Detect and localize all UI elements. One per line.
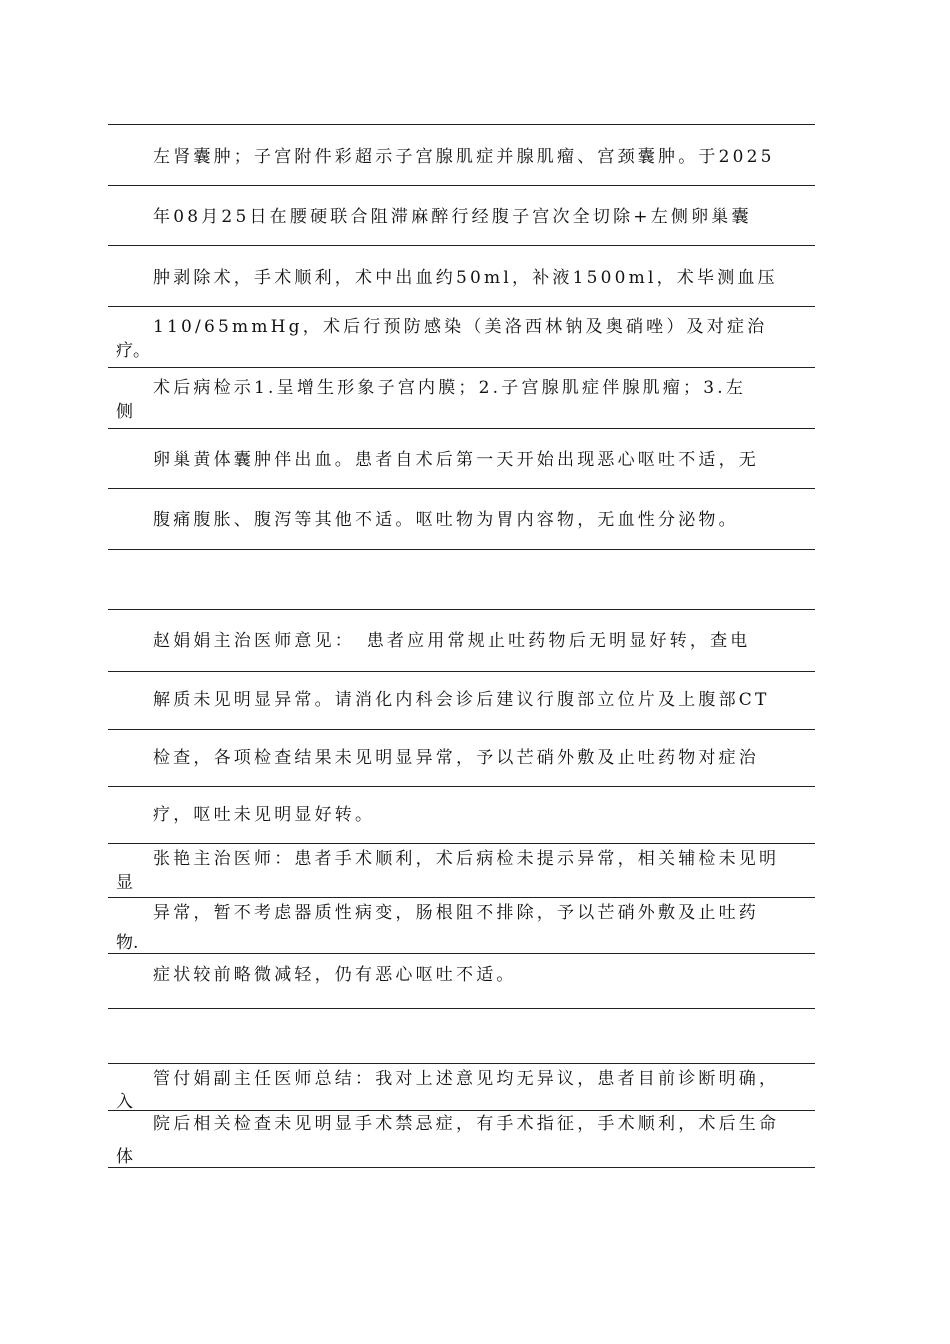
table-rule	[108, 786, 815, 787]
summary-guan-line-wrap: 体	[116, 1147, 133, 1167]
record-line: 腹痛腹胀、腹泻等其他不适。呕吐物为胃内容物，无血性分泌物。	[153, 510, 739, 530]
opinion-zhang-line: 张艳主治医师：患者手术顺利，术后病检未提示异常，相关辅检未见明	[153, 849, 780, 869]
opinion-zhao-line: 赵娟娟主治医师意见： 患者应用常规止吐药物后无明显好转，查电	[153, 631, 751, 651]
table-rule	[108, 245, 815, 246]
opinion-zhang-line-wrap: 物.	[116, 933, 139, 953]
summary-guan-line-wrap: 入	[116, 1092, 133, 1112]
record-line: 术后病检示1.呈增生形象子宫内膜；2.子宫腺肌症伴腺肌瘤；3.左	[153, 378, 747, 398]
table-rule	[108, 1008, 815, 1009]
table-rule	[108, 428, 815, 429]
table-rule	[108, 1167, 815, 1168]
table-rule	[108, 1063, 815, 1064]
table-rule	[108, 488, 815, 489]
table-rule	[108, 185, 815, 186]
opinion-zhao-line: 疗，呕吐未见明显好转。	[153, 805, 376, 825]
table-rule	[108, 729, 815, 730]
opinion-zhang-line-wrap: 显	[116, 873, 133, 893]
summary-guan-line: 院后相关检查未见明显手术禁忌症，有手术指征，手术顺利，术后生命	[153, 1114, 780, 1134]
table-rule	[108, 609, 815, 610]
table-rule	[108, 367, 815, 368]
opinion-zhang-line: 症状较前略微减轻，仍有恶心呕吐不适。	[153, 965, 517, 985]
record-line: 年08月25日在腰硬联合阻滞麻醉行经腹子宫次全切除+左侧卵巢囊	[153, 207, 752, 227]
record-line: 110/65mmHg，术后行预防感染（美洛西林钠及奥硝唑）及对症治	[153, 317, 768, 337]
opinion-zhao-line: 检查，各项检查结果未见明显异常，予以芒硝外敷及止吐药物对症治	[153, 748, 759, 768]
table-rule	[108, 1110, 815, 1111]
record-line: 肿剥除术，手术顺利，术中出血约50ml，补液1500ml，术毕测血压	[153, 268, 778, 288]
table-rule	[108, 843, 815, 844]
table-rule	[108, 897, 815, 898]
record-line: 卵巢黄体囊肿伴出血。患者自术后第一天开始出现恶心呕吐不适，无	[153, 450, 759, 470]
table-rule	[108, 953, 815, 954]
summary-guan-line: 管付娟副主任医师总结：我对上述意见均无异议，患者目前诊断明确，	[153, 1069, 780, 1089]
record-line-wrap: 疗。	[116, 341, 150, 361]
record-line-wrap: 侧	[116, 402, 133, 422]
table-rule	[108, 124, 815, 125]
record-line: 左肾囊肿；子宫附件彩超示子宫腺肌症并腺肌瘤、宫颈囊肿。于2025	[153, 147, 775, 167]
table-rule	[108, 549, 815, 550]
opinion-zhang-line: 异常，暂不考虑器质性病变，肠根阻不排除，予以芒硝外敷及止吐药	[153, 903, 759, 923]
opinion-zhao-line: 解质未见明显异常。请消化内科会诊后建议行腹部立位片及上腹部CT	[153, 690, 770, 710]
table-rule	[108, 671, 815, 672]
table-rule	[108, 306, 815, 307]
